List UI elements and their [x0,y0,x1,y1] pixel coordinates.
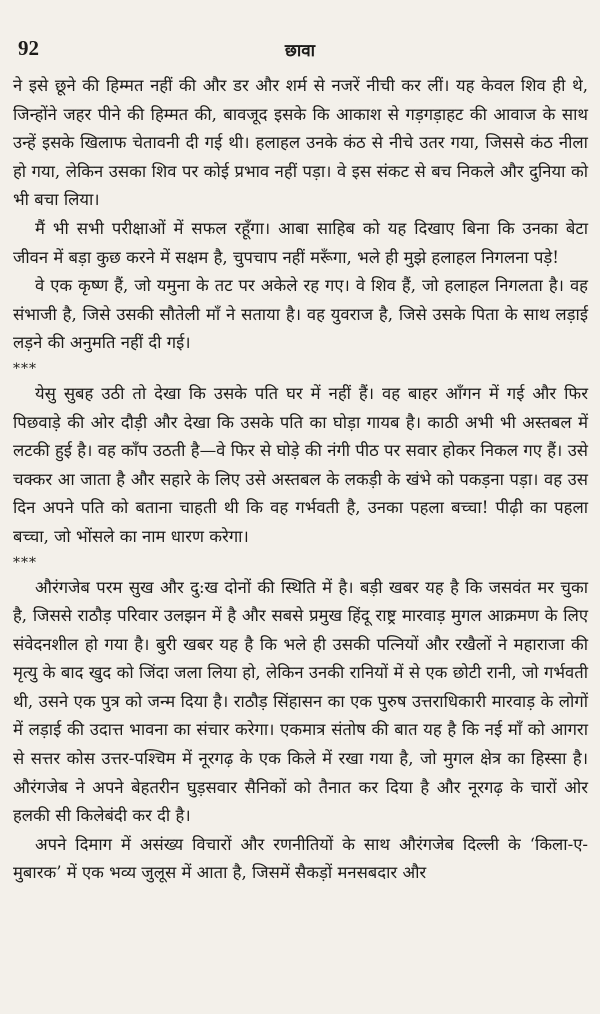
paragraph: मैं भी सभी परीक्षाओं में सफल रहूँगा। आबा साहिब को यह दिखाए बिना कि उनका बेटा जीवन में बड़ा कुछ करने में सक्षम है, चुपचाप नहीं मरूँगा, भले ही मुझे हलाहल निगलना पड़े! [13,218,588,267]
paragraph: वे एक कृष्ण हैं, जो यमुना के तट पर अकेले रह गए। वे शिव हैं, जो हलाहल निगलता है। वह संभाजी है, जिसे उसकी सौतेली माँ ने सताया है। वह युवराज है, जिसे उसके पिता के साथ लड़ाई लड़ने की अनुमति नहीं दी गई। [13,276,588,353]
running-title: छावा [284,41,316,61]
section-separator: *** [13,360,37,377]
paragraph: अपने दिमाग में असंख्य विचारों और रणनीतियों के साथ औरंगजेब दिल्ली के ‘किला-ए-मुबारक’ में एक भव्य जुलूस में आता है, जिसमें सैकड़ों मनसबदार और [13,834,588,883]
page-body [13,72,588,888]
section-separator: *** [13,554,37,571]
paragraph: औरंगजेब परम सुख और दु:ख दोनों की स्थिति में है। बड़ी खबर यह है कि जसवंत मर चुका है, जिससे राठौड़ परिवार उलझन में है और सबसे प्रमुख हिंदू राष्ट्र मारवाड़ मुगल आक्रमण के लिए संवेदनशील हो गया है। बुरी खबर यह है कि भले ही उसकी पत्नियों और रखैलों ने महाराजा की मृत्यु के बाद खुद को जिंदा जला लिया हो, लेकिन उनकी रानियों में से एक छोटी रानी, जो गर्भवती थी, उसने एक पुत्र को जन्म दिया है। राठौड़ सिंहासन का एक पुरुष उत्तराधिकारी मारवाड़ के लोगों में लड़ाई की उदात्त भावना का संचार करेगा। एकमात्र संतोष की बात यह है कि नई माँ को आगरा से सत्तर कोस उत्तर-पश्चिम में नूरगढ़ के एक किले में रखा गया है, जो मुगल क्षेत्र का हिस्सा है। औरंगजेब ने अपने बेहतरीन घुड़सवार सैनिकों को तैनात कर दिया है और नूरगढ़ के चारों ओर हलकी सी किलेबंदी कर दी है। [13,577,588,826]
paragraph: ने इसे छूने की हिम्मत नहीं की और डर और शर्म से नजरें नीची कर लीं। यह केवल शिव ही थे, जिन्होंने जहर पीने की हिम्मत की, बावजूद इसके कि आकाश से गड़गड़ाहट की आवाज के साथ उन्हें इसके खिलाफ चेतावनी दी गई थी। हलाहल उनके कंठ से नीचे उतर गया, जिससे कंठ नीला हो गया, लेकिन उसका शिव पर कोई प्रभाव नहीं पड़ा। वे इस संकट से बच निकले और दुनिया को भी बचा लिया। [13,76,588,210]
page-number: 92 [18,36,39,60]
paragraph: येसु सुबह उठी तो देखा कि उसके पति घर में नहीं हैं। वह बाहर आँगन में गई और फिर पिछवाड़े की ओर दौड़ी और देखा कि उसके पति का घोड़ा गायब है। काठी अभी भी अस्तबल में लटकी हुई है। वह काँप उठती है—वे फिर से घोड़े की नंगी पीठ पर सवार होकर निकल गए हैं। उसे चक्कर आ जाता है और सहारे के लिए उसे अस्तबल के लकड़ी के खंभे को पकड़ना पड़ा। वह उस दिन अपने पति को बताना चाहती थी कि वह गर्भवती है, उनका पहला बच्चा! पीढ़ी का पहला बच्चा, जो भोंसले का नाम धारण करेगा। [13,383,589,546]
